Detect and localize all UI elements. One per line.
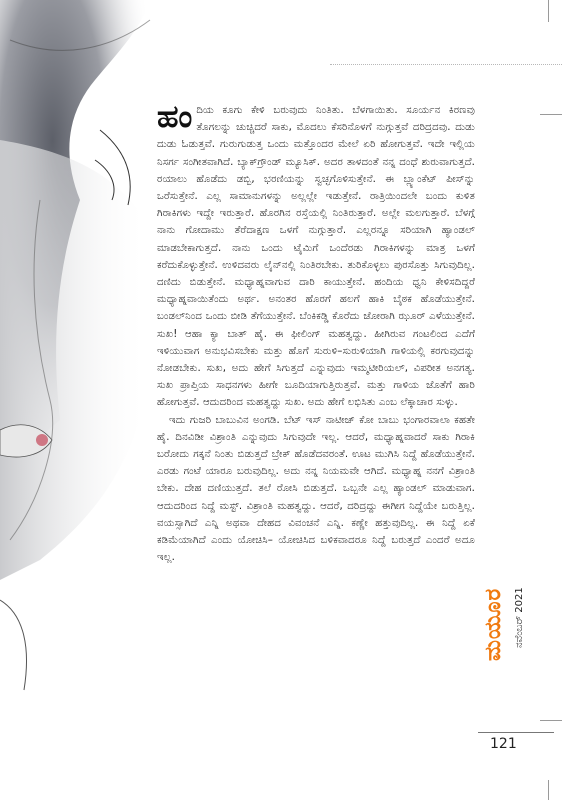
paragraph-text: ದಿಯ ಕೂಗು ಕೇಳಿ ಬರುವುದು ನಿಂತಿತು. ಬೆಳಗಾಯಿತು. ಸೂರ್ಯನ ಕಿರಣವು ತೊಗಲನ್ನು ಚುಚ್ಚಿದರೆ ಸಾಕು, ಮೊದಲು ಕೆಸರಿನೊಳಗೆ ನುಗ್ಗುತ್ತವೆ ದರಿದ್ರದವು. ದುಡು ದುಡು ಓಡುತ್ತವೆ. ಗುರುಗುಡುತ್ತ ಒಂದು ಮತ್ತೊಂದರ ಮೇಲೆ ಏರಿ ಹೋಗುತ್ತವೆ. ಇದೇ ಇಲ್ಲಿಯ ನಿಸರ್ಗ ಸಂಗೀತವಾಗಿದೆ. ಬ್ಯಾಕ್‌ಗ್ರೌಂಡ್ ಮ್ಯೂಸಿಕ್. ಅದರ ತಾಳದಂತೆ ನನ್ನ ದಂಧೆ ಶುರುವಾಗುತ್ತದೆ. ರಯಾಲು ಹೊಡೆದು ಡಬ್ಬಿ, ಭರಣಿಯನ್ನು ಸ್ವಚ್ಛಗೊಳಿಸುತ್ತೇನೆ. ಈ ಬ್ಲ್ಯಾಂಕೆಟ್ ಪೀಸ್‌ನ್ನು ಒರೆಸುತ್ತೇನೆ. ಎಲ್ಲ ಸಾಮಾನುಗಳನ್ನು ಅಲ್ಲಲ್ಲೇ ಇಡುತ್ತೇನೆ. ರಾತ್ರಿಯಿಂದಲೇ ಬಂದು ಕುಳಿತ ಗಿರಾಕಿಗಳು ಇದ್ದೇ ಇರುತ್ತಾರೆ. ಹೊರಗಿನ ರಸ್ತೆಯಲ್ಲಿ ನಿಂತಿರುತ್ತಾರೆ. ಅಲ್ಲೇ ಮಲಗುತ್ತಾರೆ. ಬೆಳಗ್ಗೆ ನಾನು ಗೋದಾಮು ತೆರೆದಾಕ್ಷಣ ಒಳಗೆ ನುಗ್ಗುತ್ತಾರೆ. ಎಲ್ಲರನ್ನೂ ಸರಿಯಾಗಿ ಹ್ಯಾಂಡಲ್ ಮಾಡಬೇಕಾಗುತ್ತದೆ. ನಾನು ಒಂದು ಟೈಮಿಗೆ ಒಂದೆರಡು ಗಿರಾಕಿಗಳನ್ನು ಮಾತ್ರ ಒಳಗೆ ಕರೆದುಕೊಳ್ಳುತ್ತೇನೆ. ಉಳಿದವರು ಲೈನ್‌ನಲ್ಲಿ ನಿಂತಿರಬೇಕು. ತುರಿಕೊಳ್ಳಲು ಪುರಸೊತ್ತು ಸಿಗುವುದಿಲ್ಲ. ದಣಿದು ಬಿಡುತ್ತೇನೆ. ಮಧ್ಯಾಹ್ನವಾಗುವ ದಾರಿ ಕಾಯುತ್ತೇನೆ. ಹಂದಿಯ ಧ್ವನಿ ಕೇಳಿಸದಿದ್ದರೆ ಮಧ್ಯಾಹ್ನವಾಯಿತೆಂದು ಅರ್ಥ. ಅನಂತರ ಹೊರಗೆ ಹಲಗೆ ಹಾಕಿ ಬೈಠಕ ಹೊಡೆಯುತ್ತೇನೆ. ಬಂಡಲ್‌ನಿಂದ ಒಂದು ಬೀಡಿ ತೆಗೆಯುತ್ತೇನೆ. ಬೆಂಕಿಕಡ್ಡಿ ಕೊರೆದು ಜೋರಾಗಿ ಝೂರ್ ಎಳೆಯುತ್ತೇನೆ. ಸುಖ! ಆಹಾ ಕ್ಯಾ ಬಾತ್ ಹೈ. ಈ ಫೀಲಿಂಗ್ ಮಹತ್ವದ್ದು. ಹೀಗಿರುವ ಗಂಟಲಿಂದ ಎದೆಗೆ ಇಳಿಯುವಾಗ ಅನುಭವಿಸಬೇಕು ಮತ್ತು ಹೊಗೆ ಸುರುಳಿ–ಸುರುಳಿಯಾಗಿ ಗಾಳಿಯಲ್ಲಿ ಕರಗುವುದನ್ನು ನೋಡಬೇಕು. ಸುಖ, ಅದು ಹೇಗೆ ಸಿಗುತ್ತದೆ ಎನ್ನುವುದು ಇಮ್ಮಟೀರಿಯಲ್, ವಿಪರೀತ ಅನಗತ್ಯ. ಸುಖ ಪ್ರಾಪ್ತಿಯ ಸಾಧನಗಳು ಹೀಗೇ ಬೂದಿಯಾಗುತ್ತಿರುತ್ತವೆ. ಮತ್ತು ಗಾಳಿಯ ಜೊತೆಗೆ ಹಾರಿ ಹೋಗುತ್ತವೆ. ಆದುದರಿಂದ ಮಹತ್ವದ್ದು ಸುಖ. ಅದು ಹೇಗೆ ಲಭಿಸಿತು ಎಂಬ ಲೆಕ್ಕಾಚಾರ ಸುಳ್ಳು. bbox=[157, 105, 475, 409]
issue-date: ನವೆಂಬರ್ 2021 bbox=[514, 587, 525, 648]
crop-mark bbox=[548, 0, 549, 22]
crop-mark bbox=[548, 780, 549, 800]
crop-mark bbox=[540, 720, 562, 721]
page-rule bbox=[478, 732, 554, 733]
dotted-rule bbox=[330, 64, 562, 65]
paragraph: ಇದು ಗುಜರಿ ಬಾಬುವಿನ ಅಂಗಡಿ. ಬೆಟ್ ಇಸ್ ನಾಟೀಜ್ ಕೋ ಬಾಬು ಭಂಗಾರವಾಲಾ ಕಹತೇ ಹೈ. ದಿನವಿಡೀ ವಿಶ್ರಾಂತಿ ಎನ್ನುವುದು ಸಿಗುವುದೇ ಇಲ್ಲ. ಆದರೆ, ಮಧ್ಯಾಹ್ನವಾದರೆ ಸಾಕು ಗಿರಾಕಿ ಬರೋದು ಗಕ್ಕನೆ ನಿಂತು ಬಿಡುತ್ತದೆ ಬ್ರೇಕ್ ಹೊಡೆದವರಂತೆ. ಊಟ ಮುಗಿಸಿ ನಿದ್ದೆ ಹೊಡೆಯುತ್ತೇನೆ. ಎರಡು ಗಂಟೆ ಯಾರೂ ಬರುವುದಿಲ್ಲ. ಅದು ನನ್ನ ನಿಯಮವೇ ಆಗಿದೆ. ಮಧ್ಯಾಹ್ನ ನನಗೆ ವಿಶ್ರಾಂತಿ ಬೇಕು. ದೇಹ ದಣಿಯುತ್ತದೆ. ತಲೆ ರೋಸಿ ಬಿಡುತ್ತದೆ. ಒಬ್ಬನೇ ಎಲ್ಲ ಹ್ಯಾಂಡಲ್ ಮಾಡುವಾಗ. ಆದುದರಿಂದ ನಿದ್ದೆ ಮಸ್ಟ್. ವಿಶ್ರಾಂತಿ ಮಹತ್ವದ್ದು. ಆದರೆ, ದರಿದ್ರದ್ದು ಈಗೀಗ ನಿದ್ದೆಯೇ ಬರುತ್ತಿಲ್ಲ. ವಯಸ್ಸಾಗಿದೆ ಎನ್ನಿ ಅಥವಾ ದೇಹದ ವಿವಂಚನೆ ಎನ್ನಿ. ಕಣ್ಣೇ ಹತ್ತುವುದಿಲ್ಲ. ಈ ನಿದ್ದೆ ಏಕೆ ಕಡಿಮೆಯಾಗಿದೆ ಎಂದು ಯೋಚಿಸಿ– ಯೋಚಿಸಿದ ಬಳಿಕವಾದರೂ ನಿದ್ದೆ ಬರುತ್ತದೆ ಎಂದರೆ ಅದೂ ಇಲ್ಲ. bbox=[157, 414, 475, 564]
magazine-logo: ಮಯೂರ bbox=[481, 587, 506, 661]
crop-mark bbox=[540, 114, 562, 115]
dropcap: ಹಂ bbox=[157, 99, 193, 135]
page-number: 121 bbox=[490, 736, 517, 752]
paragraph bbox=[157, 99, 475, 412]
article-body bbox=[157, 99, 475, 750]
